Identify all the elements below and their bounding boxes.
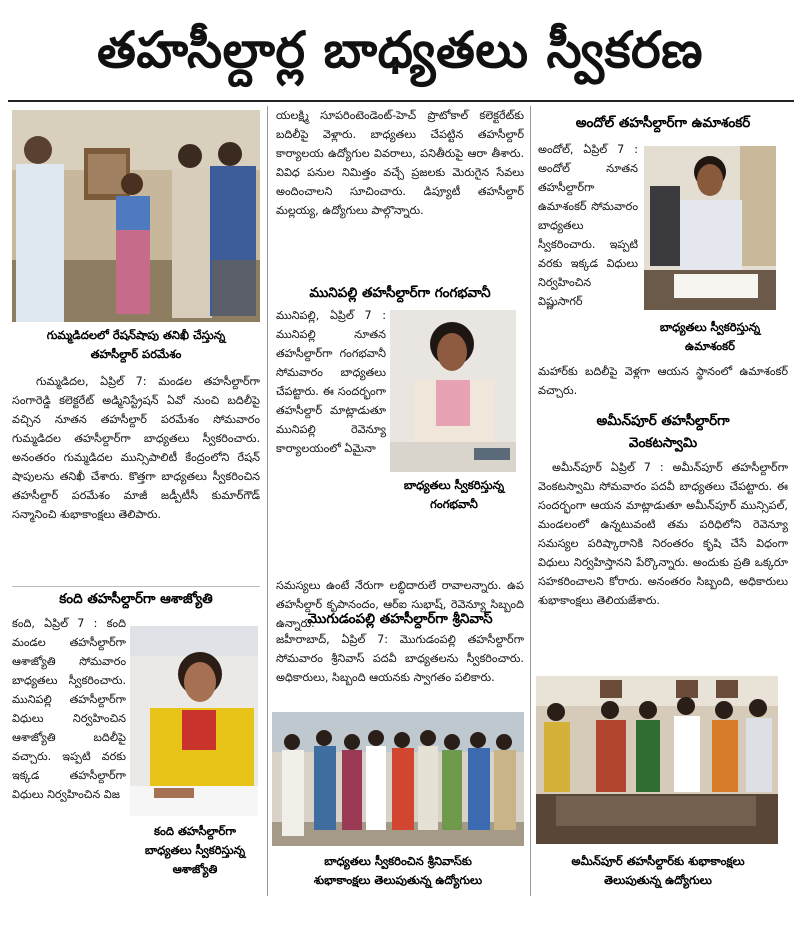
- kandi-caption: ఆశాజ్యోతి: [172, 862, 218, 876]
- aminpur-photo: [536, 676, 778, 844]
- kandi-caption: బాధ్యతలు స్వీకరిస్తున్న: [144, 843, 246, 857]
- headline: తహసీల్దార్ల బాధ్యతలు స్వీకరణ: [96, 21, 703, 79]
- aminpur-heading: అమీన్‌పూర్ తహసీల్దార్‌గా: [596, 413, 730, 429]
- umashankar-photo: [644, 146, 776, 310]
- aminpur-caption: అమీన్‌పూర్ తహసీల్దార్‌కు శుభాకాంక్షలు: [571, 854, 745, 868]
- ration-shop-photo: [12, 110, 260, 322]
- column-divider: [267, 106, 268, 896]
- munipalli-caption: బాధ్యతలు స్వీకరిస్తున్న: [403, 478, 505, 492]
- column-divider: [530, 106, 531, 896]
- mogudampalli-article: జహీరాబాద్, ఏప్రిల్ 7: మొగుడంపల్లి తహసీల్దార్‌గా సోమవారం శ్రీనివాస్ పదవీ బాధ్యతలను స్వీకరించారు. అధికారులు, సిబ్బంది ఆయనకు స్వాగతం పలికారు.: [276, 633, 524, 684]
- ashajyothi-photo: [130, 626, 258, 816]
- photo-caption: తహసీల్దార్ పరమేశం: [90, 347, 182, 361]
- munipalli-heading: మునిపల్లి తహసీల్దార్‌గా గంగభవానీ: [309, 285, 491, 301]
- munipalli-caption: గంగభవానీ: [430, 497, 478, 511]
- andol-caption: బాధ్యతలు స్వీకరిస్తున్న: [659, 320, 761, 334]
- aminpur-caption: తెలుపుతున్న ఉద్యోగులు: [604, 873, 712, 887]
- andol-article-cont: మహార్‌కు బదిలీపై వెళ్లగా ఆయన స్థానంలో ఉమాశంకర్ వచ్చారు.: [538, 365, 788, 397]
- kandi-caption: కంది తహసీల్దార్‌గా: [154, 824, 236, 838]
- andol-caption: ఉమాశంకర్: [685, 339, 735, 353]
- gangabhavani-photo: [390, 310, 516, 472]
- group-caption: శుభాకాంక్షలు తెలుపుతున్న ఉద్యోగులు: [313, 873, 483, 887]
- munipalli-article: మునిపల్లి, ఏప్రిల్ 7 : మునిపల్లి నూతన తహసీల్దార్‌గా గంగభవానీ సోమవారం బాధ్యతలు చేపట్టారు. ఈ సందర్భంగా తహసీల్దార్ మాట్లాడుతూ మునిపల్లి రెవెన్యూ కార్యాలయంలో ఏమైనా: [276, 309, 386, 455]
- kandi-heading: కంది తహసీల్దార్‌గా ఆశాజ్యోతి: [59, 591, 213, 607]
- kandi-article: కంది, ఏప్రిల్ 7 : కంది మండల తహసీల్దార్‌గా ఆశాజ్యోతి సోమవారం బాధ్యతలు స్వీకరించారు. మునిపల్లి తహసీల్దార్‌గా విధులు నిర్వహించిన ఆశాజ్యోతి బదిలీపై వచ్చారు. ఇప్పటి వరకు ఇక్కడ తహసీల్దార్‌గా విధులు నిర్వహించిన విజ: [12, 617, 126, 801]
- aminpur-heading: వెంకటస్వామి: [628, 435, 698, 451]
- munipalli-article-cont: సమస్యలు ఉంటే నేరుగా లబ్ధిదారులే రావాలన్నారు. ఉప తహసీల్దార్ కృపానందం, ఆర్ఐ సుభాష్, రెవెన్యూ సిబ్బంది ఉన్నారు.: [276, 579, 524, 630]
- aminpur-article: అమీన్‌పూర్ ఏప్రిల్ 7 : అమీన్‌పూర్ తహసీల్దార్‌గా వెంకటస్వామి సోమవారం పదవీ బాధ్యతలు చేపట్టారు. ఈ సందర్భంగా ఆయన మాట్లాడుతూ అమీన్‌పూర్ మున్సిపల్, మండలంలో ఉన్నటువంటి తమ పరిధిలోని రెవెన్యూ సమస్యల పరిష్కారానికి నిరంతరం కృషి చేసే విధంగా విధులు నిర్వహిస్తానని పేర్కొన్నారు. అందుకు ప్రతి ఒక్కరూ సహకరించాలని కోరారు. అనంతరం సిబ్బంది, అధికారులు శుభాకాంక్షలు తెలియజేశారు.: [538, 461, 788, 607]
- photo-caption: గుమ్మడిదలలో రేషన్‌షాపు తనిఖీ చేస్తున్న: [46, 328, 226, 342]
- mogudampalli-heading: మొగుడంపల్లి తహసీల్దార్‌గా శ్రీనివాస్: [307, 611, 493, 627]
- col2-continued-text: యలక్ష్మి సూపరింటెండెంట్-హెచ్ ప్రొటోకాల్ కలెక్టరేట్‌కు బదిలీపై వెళ్లారు. బాధ్యతలు చేపట్టిన తహసీల్దార్ కార్యాలయ ఉద్యోగుల వివరాలు, పనితీరుపై ఆరా తీశారు. వివిధ పనుల నిమిత్తం వచ్చే ప్రజలకు మెరుగైన సేవలు అందించాలని సూచించారు. డిప్యూటీ తహసీల్దార్ మల్లయ్య, ఉద్యోగులు పాల్గొన్నారు.: [276, 109, 524, 217]
- andol-heading: అందోల్ తహసీల్దార్‌గా ఉమాశంకర్: [575, 115, 751, 131]
- group-caption: బాధ్యతలు స్వీకరించిన శ్రీనివాస్‌కు: [324, 854, 472, 868]
- andol-article: అందోల్, ఏప్రిల్ 7 : అందోల్ నూతన తహసీల్దార్‌గా ఉమాశంకర్ సోమవారం బాధ్యతలు స్వీకరించారు. ఇప్పటి వరకు ఇక్కడ విధులు నిర్వహించిన విష్ణుసాగర్: [538, 143, 638, 308]
- srinivas-group-photo: [272, 712, 524, 846]
- gummadidala-article: గుమ్మడిదల, ఏప్రిల్ 7: మండల తహసీల్దార్‌గా సంగారెడ్డి కలెక్టరేట్ అడ్మినిస్ట్రేషన్ ఏవో నుంచి బదిలీపై వచ్చిన నూతన తహసీల్దార్ పరమేశం సోమవారం గుమ్మడిదల తహసీల్దార్‌గా బాధ్యతలు స్వీకరించారు. అనంతరం గుమ్మడిదల మున్సిపాలిటీ కేంద్రంలోని రేషన్ షాపులను తనిఖీ చేశారు. కొత్తగా బాధ్యతలు స్వీకరించిన తహసీల్దార్ పరమేశం మాజీ జడ్పీటీసీ కుమార్‌గౌడ్ సన్మానించి శుభాకాంక్షలు తెలిపారు.: [12, 375, 260, 521]
- headline-rule: [8, 100, 794, 102]
- section-divider: [12, 586, 260, 587]
